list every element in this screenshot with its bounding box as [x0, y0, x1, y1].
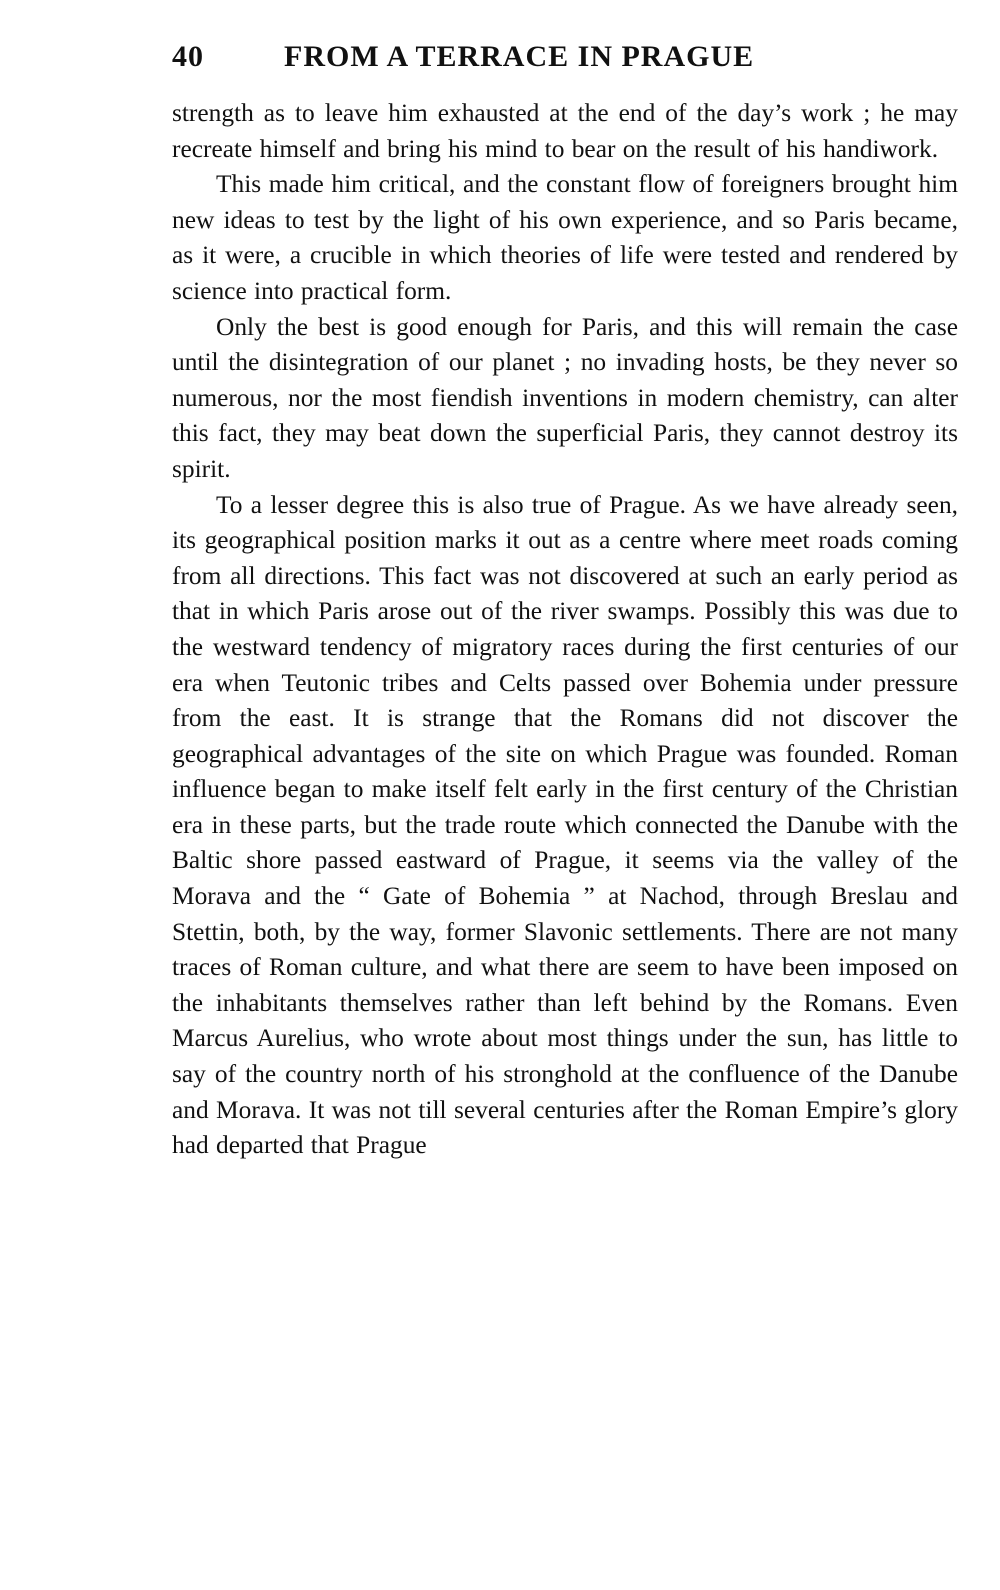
paragraph-continued: strength as to leave him exhausted at the end of the day’s work ; he may recreate himself and bring his mind to bear on the result of his handiwork. [172, 99, 958, 163]
running-title: FROM A TERRACE IN PRAGUE [284, 40, 755, 73]
paragraph: Only the best is good enough for Paris, and this will remain the case until the disintegration of our planet ; no invading hosts, be they never so numerous, nor the most fiendish inventions in modern chemistry, can alter this fact, they may beat down the superficial Paris, they cannot destroy its spirit. [172, 312, 958, 483]
paragraph: This made him critical, and the constant flow of foreigners brought him new ideas to test by the light of his own experience, and so Paris became, as it were, a crucible in which theories of life were tested and rendered by science into practical form. [172, 170, 958, 305]
page-number: 40 [172, 40, 204, 73]
paragraph: To a lesser degree this is also true of Prague. As we have already seen, its geographical position marks it out as a centre where meet roads coming from all directions. This fact was not discovered at such an early period as that in which Paris arose out of the river swamps. Possibly this was due to the westward tendency of migratory races during the first centuries of our era when Teutonic tribes and Celts passed over Bohemia under pressure from the east. It is strange that the Romans did not discover the geographical advantages of the site on which Prague was founded. Roman influence began to make itself felt early in the first century of the Christian era in these parts, but the trade route which connected the Danube with the Baltic shore passed eastward of Prague, it seems via the valley of the Morava and the “ Gate of Bohemia ” at Nachod, through Breslau and Stettin, both, by the way, former Slavonic settlements. There are not many traces of Roman culture, and what there are seem to have been imposed on the inhabitants themselves rather than left behind by the Romans. Even Marcus Aurelius, who wrote about most things under the sun, has little to say of the country north of his stronghold at the confluence of the Danube and Morava. It was not till several centuries after the Roman Empire’s glory had departed that Prague [172, 490, 958, 1160]
body-text [172, 96, 958, 1164]
book-page [172, 40, 958, 1164]
running-head [172, 40, 958, 96]
